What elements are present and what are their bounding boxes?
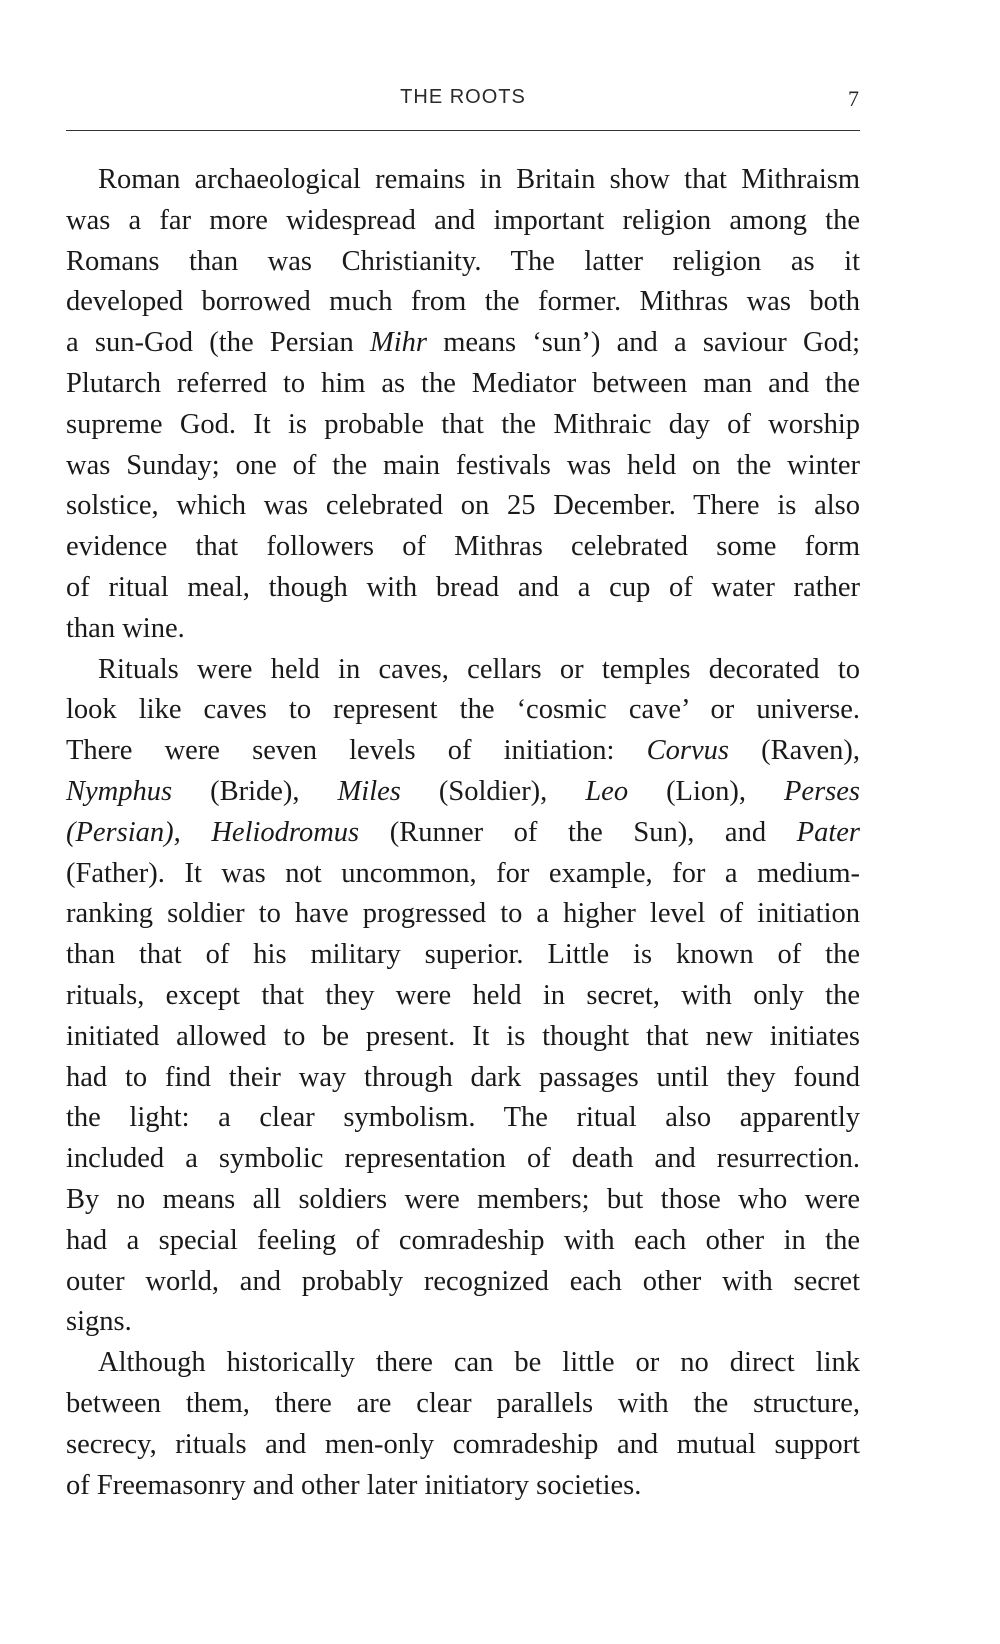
text-line	[66, 527, 860, 568]
text-run: included a symbolic representation of death and resurrection.	[66, 1143, 860, 1175]
text-line	[66, 813, 860, 854]
text-line	[66, 935, 860, 976]
text-line	[66, 1058, 860, 1099]
text-line	[66, 1221, 860, 1262]
text-line	[66, 1017, 860, 1058]
running-title: THE ROOTS	[400, 86, 526, 108]
text-run: a sun-God (the Persian	[66, 327, 370, 359]
header-rule	[66, 130, 860, 131]
italic-term: Corvus	[646, 735, 729, 767]
text-line	[66, 1302, 860, 1343]
text-line	[66, 242, 860, 283]
text-run: (Raven),	[728, 735, 860, 767]
italic-term: Nymphus	[66, 775, 173, 807]
text-run: (Lion),	[628, 775, 785, 807]
text-run: evidence that followers of Mithras celebrated some form	[66, 531, 860, 563]
text-run: was Sunday; one of the main festivals was held on the winter	[66, 449, 860, 481]
text-line	[66, 323, 860, 364]
text-run: Romans than was Christianity. The latter religion as it	[66, 245, 860, 277]
text-line	[66, 1384, 860, 1425]
paragraph	[66, 160, 860, 650]
text-run: than wine.	[66, 612, 185, 644]
text-run: between them, there are clear parallels with the structure,	[66, 1387, 860, 1419]
text-run: Although historically there can be little or no direct link	[98, 1347, 860, 1379]
italic-term: Perses	[784, 775, 860, 807]
text-line	[66, 282, 860, 323]
text-line	[66, 772, 860, 813]
page-number: 7	[848, 86, 860, 111]
text-run: had to find their way through dark passages until they found	[66, 1061, 860, 1093]
text-line	[66, 1466, 860, 1507]
text-run: Rituals were held in caves, cellars or temples decorated to	[98, 653, 860, 685]
italic-term: Pater	[796, 816, 860, 848]
text-line	[66, 405, 860, 446]
text-run: signs.	[66, 1306, 132, 1338]
text-line	[66, 1098, 860, 1139]
text-run: There were seven levels of initiation:	[66, 735, 647, 767]
text-line	[66, 1139, 860, 1180]
text-line	[66, 894, 860, 935]
running-header	[66, 86, 860, 116]
text-run: outer world, and probably recognized each other with secret	[66, 1265, 860, 1297]
text-run: ranking soldier to have progressed to a higher level of initiation	[66, 898, 860, 930]
text-line	[66, 731, 860, 772]
text-run: (Bride),	[172, 775, 338, 807]
text-run: (Father). It was not uncommon, for example, for a medium-	[66, 857, 860, 889]
text-line	[66, 486, 860, 527]
text-line	[66, 1262, 860, 1303]
italic-term: (Persian), Heliodromus	[66, 816, 360, 848]
text-run: had a special feeling of comradeship with each other in the	[66, 1224, 860, 1256]
text-run: By no means all soldiers were members; but those who were	[66, 1183, 860, 1215]
text-run: of Freemasonry and other later initiatory societies.	[66, 1469, 642, 1501]
text-run: developed borrowed much from the former. Mithras was both	[66, 286, 860, 318]
text-line	[66, 1180, 860, 1221]
text-run: solstice, which was celebrated on 25 December. There is also	[66, 490, 860, 522]
text-run: was a far more widespread and important religion among the	[66, 204, 860, 236]
text-line	[66, 446, 860, 487]
text-run: initiated allowed to be present. It is thought that new initiates	[66, 1020, 860, 1052]
text-line	[66, 160, 860, 201]
text-run: (Soldier),	[400, 775, 586, 807]
text-line	[66, 1343, 860, 1384]
text-run: the light: a clear symbolism. The ritual also apparently	[66, 1102, 860, 1134]
text-run: Roman archaeological remains in Britain show that Mithraism	[98, 164, 860, 195]
text-line	[66, 650, 860, 691]
body-text	[66, 160, 860, 1506]
text-line	[66, 201, 860, 242]
text-run: means ‘sun’) and a saviour God;	[426, 327, 860, 359]
text-line	[66, 1425, 860, 1466]
text-line	[66, 568, 860, 609]
text-run: look like caves to represent the ‘cosmic cave’ or universe.	[66, 694, 860, 726]
text-run: of ritual meal, though with bread and a cup of water rather	[66, 571, 860, 603]
text-line	[66, 690, 860, 731]
text-run: (Runner of the Sun), and	[359, 816, 797, 848]
italic-term: Leo	[585, 775, 629, 807]
text-line	[66, 364, 860, 405]
text-run: rituals, except that they were held in secret, with only the	[66, 979, 860, 1011]
italic-term: Miles	[337, 775, 401, 807]
paragraph	[66, 650, 860, 1344]
text-run: Plutarch referred to him as the Mediator between man and the	[66, 367, 860, 399]
text-run: supreme God. It is probable that the Mithraic day of worship	[66, 408, 860, 440]
italic-term: Mihr	[369, 327, 427, 359]
text-line	[66, 609, 860, 650]
paragraph	[66, 1343, 860, 1506]
text-line	[66, 976, 860, 1017]
text-line	[66, 854, 860, 895]
text-run: than that of his military superior. Little is known of the	[66, 939, 860, 971]
text-run: secrecy, rituals and men-only comradeship and mutual support	[66, 1428, 860, 1460]
